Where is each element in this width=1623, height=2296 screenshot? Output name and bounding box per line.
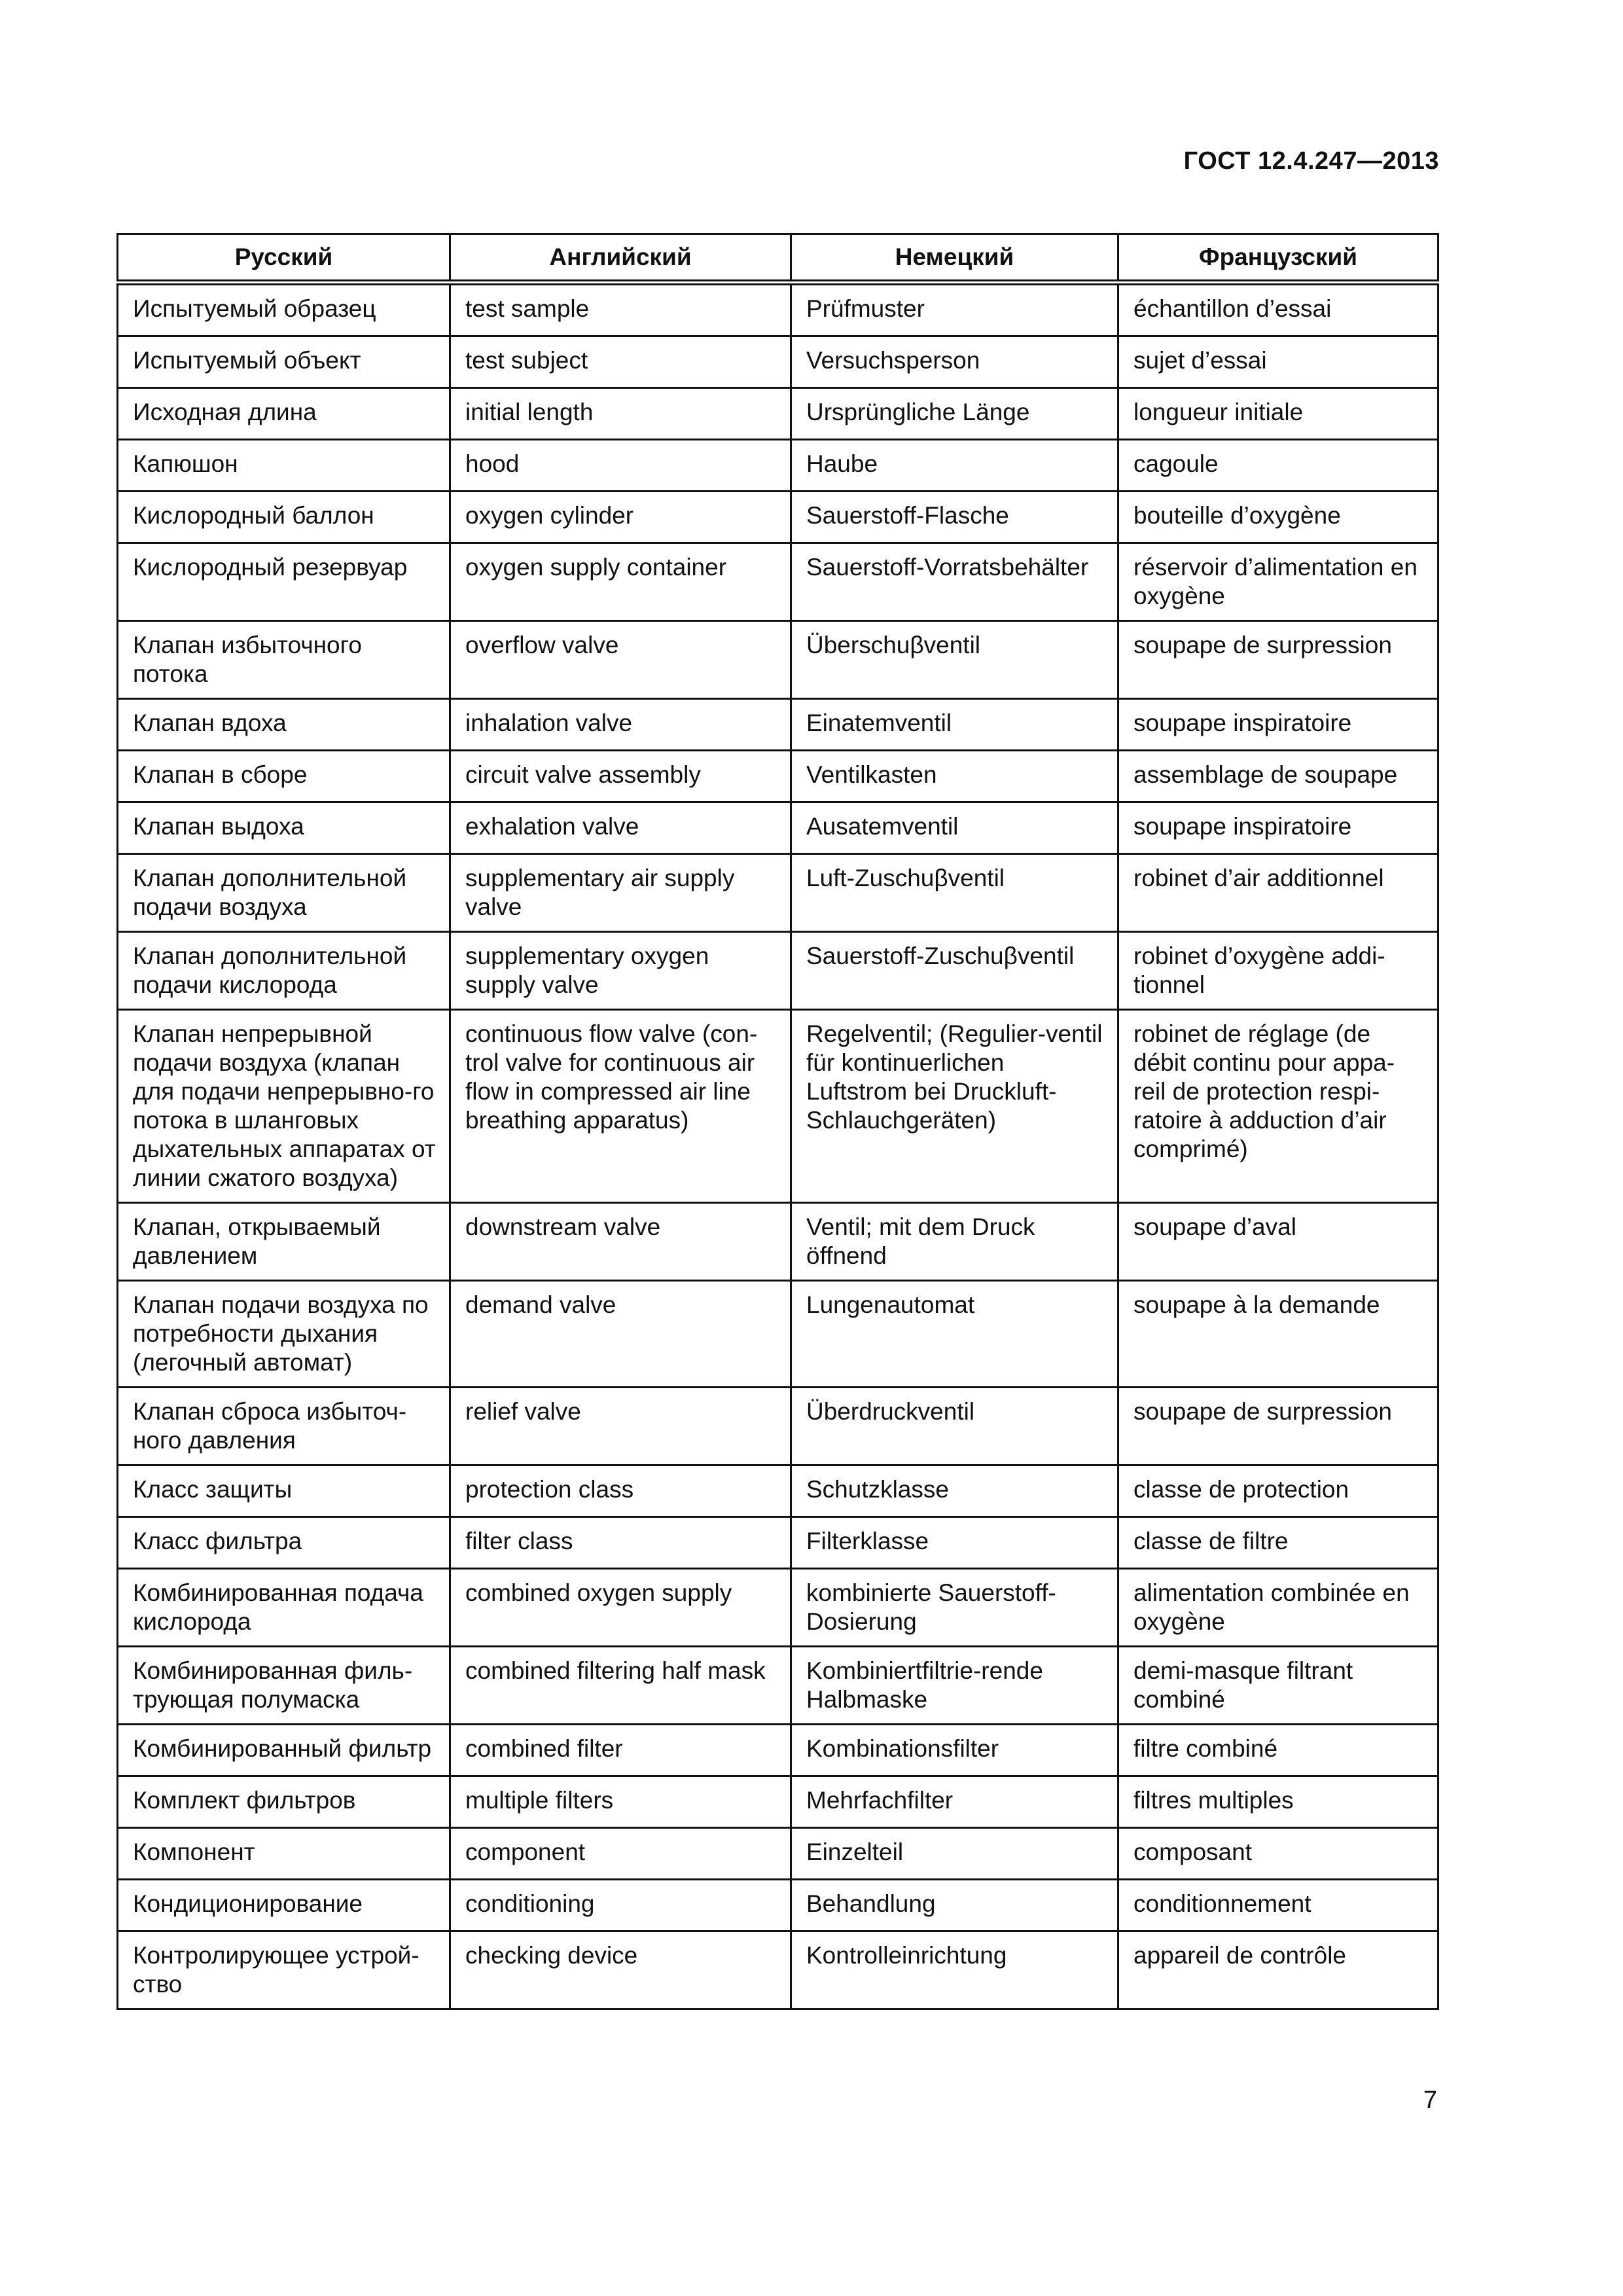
cell-english: circuit valve assembly <box>450 751 791 802</box>
cell-russian: Комбинированный фильтр <box>118 1725 450 1776</box>
table-row <box>118 699 1438 751</box>
cell-french: soupape de surpression <box>1118 1388 1438 1465</box>
table-row <box>118 1388 1438 1465</box>
cell-french: conditionnement <box>1118 1880 1438 1931</box>
table-row <box>118 1776 1438 1828</box>
cell-french: assemblage de soupape <box>1118 751 1438 802</box>
cell-german: Ausatemventil <box>791 802 1118 854</box>
cell-german: Kontrolleinrichtung <box>791 1931 1118 2009</box>
cell-french: soupape de surpression <box>1118 621 1438 699</box>
cell-english: relief valve <box>450 1388 791 1465</box>
cell-russian: Испытуемый объект <box>118 336 450 388</box>
cell-russian: Клапан, открываемый давлением <box>118 1203 450 1281</box>
column-header-german: Немецкий <box>791 234 1118 283</box>
table-row <box>118 1931 1438 2009</box>
column-header-french: Французский <box>1118 234 1438 283</box>
cell-french: classe de protection <box>1118 1465 1438 1517</box>
cell-russian: Кислородный баллон <box>118 492 450 543</box>
cell-german: kombinierte Sauerstoff-Dosierung <box>791 1569 1118 1647</box>
cell-french: longueur initiale <box>1118 388 1438 440</box>
cell-russian: Контролирующее устрой-ство <box>118 1931 450 2009</box>
cell-french: soupape inspiratoire <box>1118 802 1438 854</box>
cell-french: réservoir d’alimentation en oxygène <box>1118 543 1438 621</box>
cell-french: classe de filtre <box>1118 1517 1438 1569</box>
cell-french: soupape inspiratoire <box>1118 699 1438 751</box>
cell-french: soupape d’aval <box>1118 1203 1438 1281</box>
cell-english: demand valve <box>450 1281 791 1388</box>
table-row <box>118 932 1438 1010</box>
cell-german: Überdruckventil <box>791 1388 1118 1465</box>
cell-russian: Кислородный резервуар <box>118 543 450 621</box>
cell-english: continuous flow valve (con-trol valve for continuous air flow in compressed air line breathing apparatus) <box>450 1010 791 1203</box>
table-row <box>118 283 1438 336</box>
cell-german: Lungenautomat <box>791 1281 1118 1388</box>
cell-french: composant <box>1118 1828 1438 1880</box>
cell-english: test subject <box>450 336 791 388</box>
table-row <box>118 1569 1438 1647</box>
cell-german: Prüfmuster <box>791 283 1118 336</box>
cell-russian: Клапан дополнительной подачи воздуха <box>118 854 450 932</box>
cell-russian: Компонент <box>118 1828 450 1880</box>
cell-russian: Клапан подачи воздуха по потребности дыхания (легочный автомат) <box>118 1281 450 1388</box>
cell-english: test sample <box>450 283 791 336</box>
cell-german: Filterklasse <box>791 1517 1118 1569</box>
table-row <box>118 621 1438 699</box>
cell-german: Versuchsperson <box>791 336 1118 388</box>
table-row <box>118 1203 1438 1281</box>
table-row <box>118 1517 1438 1569</box>
cell-russian: Комбинированная подача кислорода <box>118 1569 450 1647</box>
cell-german: Einatemventil <box>791 699 1118 751</box>
cell-english: combined oxygen supply <box>450 1569 791 1647</box>
cell-english: supplementary oxygen supply valve <box>450 932 791 1010</box>
cell-german: Ventilkasten <box>791 751 1118 802</box>
cell-german: Überschuβventil <box>791 621 1118 699</box>
cell-german: Sauerstoff-Vorratsbehälter <box>791 543 1118 621</box>
cell-german: Ursprüngliche Länge <box>791 388 1118 440</box>
cell-english: multiple filters <box>450 1776 791 1828</box>
cell-french: robinet de réglage (de débit continu pour appa-reil de protection respi-ratoire à adduction d’air comprimé) <box>1118 1010 1438 1203</box>
cell-french: sujet d’essai <box>1118 336 1438 388</box>
cell-russian: Класс фильтра <box>118 1517 450 1569</box>
cell-german: Mehrfachfilter <box>791 1776 1118 1828</box>
cell-russian: Кондиционирование <box>118 1880 450 1931</box>
table-row <box>118 854 1438 932</box>
terminology-table <box>116 233 1439 2010</box>
cell-russian: Клапан непрерывной подачи воздуха (клапан для подачи непрерывно-го потока в шланговых дыхательных аппаратах от линии сжатого воздуха) <box>118 1010 450 1203</box>
table-row <box>118 802 1438 854</box>
cell-english: component <box>450 1828 791 1880</box>
cell-english: overflow valve <box>450 621 791 699</box>
cell-russian: Клапан избыточного потока <box>118 621 450 699</box>
cell-english: protection class <box>450 1465 791 1517</box>
cell-english: initial length <box>450 388 791 440</box>
table-row <box>118 751 1438 802</box>
cell-russian: Клапан вдоха <box>118 699 450 751</box>
cell-french: soupape à la demande <box>1118 1281 1438 1388</box>
cell-russian: Комбинированная филь-трующая полумаска <box>118 1647 450 1725</box>
table-row <box>118 336 1438 388</box>
table-row <box>118 1465 1438 1517</box>
cell-english: supplementary air supply valve <box>450 854 791 932</box>
cell-english: filter class <box>450 1517 791 1569</box>
cell-german: Kombinationsfilter <box>791 1725 1118 1776</box>
cell-english: oxygen supply container <box>450 543 791 621</box>
cell-english: conditioning <box>450 1880 791 1931</box>
table-row <box>118 1725 1438 1776</box>
cell-german: Sauerstoff-Flasche <box>791 492 1118 543</box>
cell-russian: Клапан в сборе <box>118 751 450 802</box>
cell-german: Regelventil; (Regulier-ventil für kontinuerlichen Luftstrom bei Druckluft-Schlauchgeräten) <box>791 1010 1118 1203</box>
cell-french: robinet d’air additionnel <box>1118 854 1438 932</box>
table-row <box>118 388 1438 440</box>
cell-french: appareil de contrôle <box>1118 1931 1438 2009</box>
cell-russian: Клапан сброса избыточ-ного давления <box>118 1388 450 1465</box>
cell-russian: Исходная длина <box>118 388 450 440</box>
cell-russian: Комплект фильтров <box>118 1776 450 1828</box>
cell-english: combined filter <box>450 1725 791 1776</box>
table-row <box>118 543 1438 621</box>
cell-russian: Класс защиты <box>118 1465 450 1517</box>
cell-french: bouteille d’oxygène <box>1118 492 1438 543</box>
document-code: ГОСТ 12.4.247—2013 <box>1183 147 1439 175</box>
cell-english: downstream valve <box>450 1203 791 1281</box>
cell-english: inhalation valve <box>450 699 791 751</box>
cell-russian: Капюшон <box>118 440 450 492</box>
cell-german: Ventil; mit dem Druck öffnend <box>791 1203 1118 1281</box>
cell-english: combined filtering half mask <box>450 1647 791 1725</box>
table-header-row <box>118 234 1438 283</box>
cell-english: oxygen cylinder <box>450 492 791 543</box>
table-row <box>118 1281 1438 1388</box>
cell-french: cagoule <box>1118 440 1438 492</box>
cell-german: Haube <box>791 440 1118 492</box>
page-number: 7 <box>1423 2087 1437 2114</box>
cell-french: alimentation combinée en oxygène <box>1118 1569 1438 1647</box>
cell-german: Einzelteil <box>791 1828 1118 1880</box>
cell-english: hood <box>450 440 791 492</box>
table-row <box>118 1880 1438 1931</box>
cell-german: Sauerstoff-Zuschuβventil <box>791 932 1118 1010</box>
table-row <box>118 492 1438 543</box>
cell-russian: Клапан выдоха <box>118 802 450 854</box>
table-row <box>118 1828 1438 1880</box>
cell-french: robinet d’oxygène addi-tionnel <box>1118 932 1438 1010</box>
table-row <box>118 440 1438 492</box>
table-row <box>118 1647 1438 1725</box>
cell-german: Schutzklasse <box>791 1465 1118 1517</box>
table-body <box>118 283 1438 2009</box>
cell-french: filtres multiples <box>1118 1776 1438 1828</box>
cell-french: échantillon d’essai <box>1118 283 1438 336</box>
table-row <box>118 1010 1438 1203</box>
cell-german: Kombiniertfiltrie-rende Halbmaske <box>791 1647 1118 1725</box>
cell-english: checking device <box>450 1931 791 2009</box>
cell-russian: Испытуемый образец <box>118 283 450 336</box>
cell-german: Luft-Zuschuβventil <box>791 854 1118 932</box>
cell-french: demi-masque filtrant combiné <box>1118 1647 1438 1725</box>
column-header-english: Английский <box>450 234 791 283</box>
cell-german: Behandlung <box>791 1880 1118 1931</box>
cell-russian: Клапан дополнительной подачи кислорода <box>118 932 450 1010</box>
column-header-russian: Русский <box>118 234 450 283</box>
cell-english: exhalation valve <box>450 802 791 854</box>
cell-french: filtre combiné <box>1118 1725 1438 1776</box>
